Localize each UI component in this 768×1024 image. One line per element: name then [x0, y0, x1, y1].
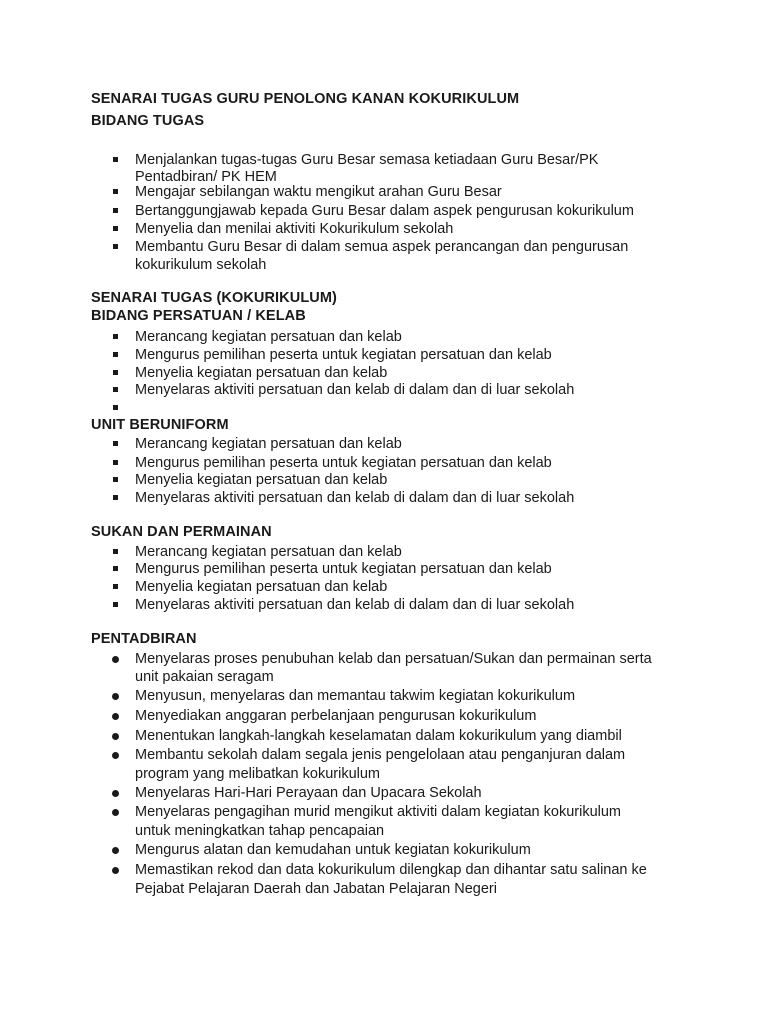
list-item-continuation: untuk meningkatkan tahap pencapaian: [135, 823, 385, 839]
list-item: Menyelia kegiatan persatuan dan kelab: [135, 365, 388, 381]
list-item: Menyelaras aktiviti persatuan dan kelab di dalam dan di luar sekolah: [135, 382, 575, 398]
list-item: Memastikan rekod dan data kokurikulum dilengkap dan dihantar satu salinan ke: [135, 862, 647, 878]
round-bullet-icon: [112, 656, 119, 663]
list-item-continuation: kokurikulum sekolah: [135, 257, 267, 273]
list-item: Mengurus pemilihan peserta untuk kegiatan persatuan dan kelab: [135, 561, 552, 577]
square-bullet-icon: [113, 352, 118, 357]
list-item: Mengurus pemilihan peserta untuk kegiatan persatuan dan kelab: [135, 455, 552, 471]
list-item: Menyelaras Hari-Hari Perayaan dan Upacara Sekolah: [135, 785, 482, 801]
list-item: Menyelia dan menilai aktiviti Kokurikulum sekolah: [135, 221, 454, 237]
list-item: Merancang kegiatan persatuan dan kelab: [135, 329, 402, 345]
square-bullet-icon: [113, 189, 118, 194]
square-bullet-icon: [113, 387, 118, 392]
section-heading-sukan-permainan: SUKAN DAN PERMAINAN: [91, 524, 272, 540]
square-bullet-icon: [113, 495, 118, 500]
section-heading-bidang-tugas: BIDANG TUGAS: [91, 113, 205, 129]
round-bullet-icon: [112, 847, 119, 854]
square-bullet-icon: [113, 226, 118, 231]
list-item-continuation: unit pakaian seragam: [135, 669, 274, 685]
square-bullet-icon: [113, 244, 118, 249]
round-bullet-icon: [112, 790, 119, 797]
list-item: Mengajar sebilangan waktu mengikut arahan Guru Besar: [135, 184, 502, 200]
list-item: Mengurus pemilihan peserta untuk kegiatan persatuan dan kelab: [135, 347, 552, 363]
list-item: Membantu sekolah dalam segala jenis pengelolaan atau penganjuran dalam: [135, 747, 626, 763]
list-item: Menyelaras proses penubuhan kelab dan persatuan/Sukan dan permainan serta: [135, 651, 652, 667]
round-bullet-icon: [112, 733, 119, 740]
square-bullet-icon: [113, 549, 118, 554]
list-item: Menyediakan anggaran perbelanjaan pengurusan kokurikulum: [135, 708, 537, 724]
list-item: Menjalankan tugas-tugas Guru Besar semasa ketiadaan Guru Besar/PK: [135, 152, 599, 168]
section-heading-persatuan-kelab: BIDANG PERSATUAN / KELAB: [91, 308, 306, 324]
square-bullet-icon: [113, 441, 118, 446]
list-item: Merancang kegiatan persatuan dan kelab: [135, 544, 402, 560]
square-bullet-icon: [113, 584, 118, 589]
list-item: Menyelia kegiatan persatuan dan kelab: [135, 472, 388, 488]
empty-square-bullet-icon: [113, 405, 118, 410]
list-item-continuation: Pentadbiran/ PK HEM: [135, 169, 277, 185]
list-item-continuation: program yang melibatkan kokurikulum: [135, 766, 380, 782]
list-item: Bertanggungjawab kepada Guru Besar dalam aspek pengurusan kokurikulum: [135, 203, 634, 219]
round-bullet-icon: [112, 752, 119, 759]
square-bullet-icon: [113, 602, 118, 607]
round-bullet-icon: [112, 713, 119, 720]
square-bullet-icon: [113, 370, 118, 375]
list-item: Membantu Guru Besar di dalam semua aspek perancangan dan pengurusan: [135, 239, 629, 255]
list-item: Menyelaras aktiviti persatuan dan kelab di dalam dan di luar sekolah: [135, 597, 575, 613]
document-title: SENARAI TUGAS GURU PENOLONG KANAN KOKURIKULUM: [91, 91, 520, 107]
section-heading-pentadbiran: PENTADBIRAN: [91, 631, 197, 647]
list-item: Merancang kegiatan persatuan dan kelab: [135, 436, 402, 452]
list-item-continuation: Pejabat Pelajaran Daerah dan Jabatan Pelajaran Negeri: [135, 881, 497, 897]
section-heading-unit-beruniform: UNIT BERUNIFORM: [91, 417, 229, 433]
list-item: Mengurus alatan dan kemudahan untuk kegiatan kokurikulum: [135, 842, 531, 858]
square-bullet-icon: [113, 566, 118, 571]
round-bullet-icon: [112, 809, 119, 816]
section-heading-senarai-tugas: SENARAI TUGAS (KOKURIKULUM): [91, 290, 337, 306]
list-item: Menyusun, menyelaras dan memantau takwim kegiatan kokurikulum: [135, 688, 576, 704]
list-item: Menyelia kegiatan persatuan dan kelab: [135, 579, 388, 595]
list-item: Menyelaras aktiviti persatuan dan kelab di dalam dan di luar sekolah: [135, 490, 575, 506]
round-bullet-icon: [112, 693, 119, 700]
square-bullet-icon: [113, 460, 118, 465]
round-bullet-icon: [112, 867, 119, 874]
list-item: Menyelaras pengagihan murid mengikut aktiviti dalam kegiatan kokurikulum: [135, 804, 621, 820]
square-bullet-icon: [113, 208, 118, 213]
square-bullet-icon: [113, 477, 118, 482]
square-bullet-icon: [113, 334, 118, 339]
square-bullet-icon: [113, 157, 118, 162]
list-item: Menentukan langkah-langkah keselamatan dalam kokurikulum yang diambil: [135, 728, 622, 744]
